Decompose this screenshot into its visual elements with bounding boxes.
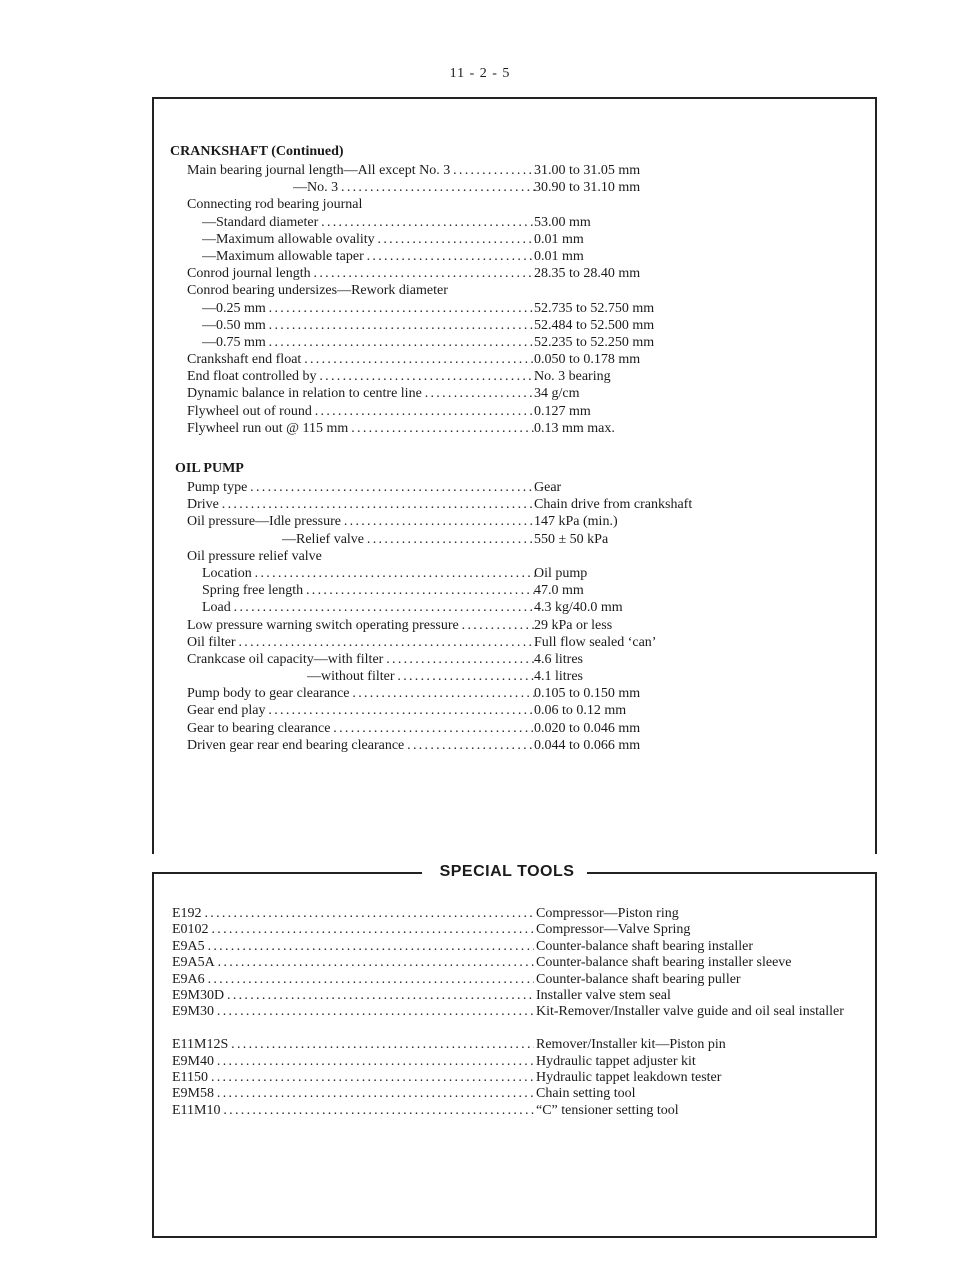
spec-row xyxy=(170,651,870,668)
spec-value: 29 kPa or less xyxy=(534,617,613,633)
spec-value: 550 ± 50 kPa xyxy=(534,531,609,547)
tool-row xyxy=(172,955,872,971)
tool-code: E9A6 . . . xyxy=(172,972,534,988)
spec-label: —0.75 mm . . . xyxy=(202,334,536,351)
spec-value: 47.0 mm xyxy=(534,583,584,599)
spec-row xyxy=(170,179,870,196)
spec-row xyxy=(170,479,870,496)
spec-value: 31.00 to 31.05 mm xyxy=(534,163,641,178)
tool-description: Compressor—Piston ring xyxy=(536,906,679,921)
spec-label: Crankcase oil capacity—with filter . . . xyxy=(187,651,536,668)
spec-row xyxy=(170,162,870,179)
tool-description: Counter-balance shaft bearing installer xyxy=(536,938,754,954)
tool-row xyxy=(172,1070,872,1086)
spec-value: 28.35 to 28.40 mm xyxy=(534,266,641,282)
tool-row xyxy=(172,1004,872,1037)
tool-row xyxy=(172,1054,872,1070)
tool-code: E9M30D . . . xyxy=(172,988,534,1004)
spec-label: Driven gear rear end bearing clearance . . . xyxy=(187,737,536,754)
spec-label: —0.50 mm . . . xyxy=(202,317,536,334)
spec-row xyxy=(170,334,870,351)
tool-code: E9A5 . . . xyxy=(172,939,534,955)
spec-label: Crankshaft end float . . . xyxy=(187,351,536,368)
crankshaft-section xyxy=(170,143,870,437)
spec-value: 4.3 kg/40.0 mm xyxy=(534,600,623,616)
spec-row xyxy=(170,702,870,719)
tool-row xyxy=(172,1086,872,1102)
spec-label: Spring free length . . . xyxy=(202,582,536,599)
spec-row xyxy=(170,317,870,334)
tool-description: “C” tensioner setting tool xyxy=(536,1102,679,1118)
spec-label: Gear end play . . . xyxy=(187,702,536,719)
spec-label: Main bearing journal length—All except No. 3 . . . xyxy=(187,162,536,179)
spec-label: Low pressure warning switch operating pressure . . . xyxy=(187,617,536,634)
tool-code: E9A5A . . . xyxy=(172,955,534,971)
spec-label: Drive . . . xyxy=(187,496,536,513)
tool-row xyxy=(172,988,872,1004)
spec-value: 53.00 mm xyxy=(534,214,591,230)
tool-code: E9M40 . . . xyxy=(172,1054,534,1070)
spec-value: 0.13 mm max. xyxy=(534,420,615,436)
spec-row xyxy=(170,548,870,565)
spec-row xyxy=(170,582,870,599)
oil-pump-spec-list xyxy=(170,479,870,754)
special-tools-list xyxy=(172,906,872,1119)
spec-row xyxy=(170,248,870,265)
spec-value: 0.06 to 0.12 mm xyxy=(534,703,627,719)
spec-row xyxy=(170,599,870,616)
spec-label: Pump body to gear clearance . . . xyxy=(187,685,536,702)
spec-value: 0.020 to 0.046 mm xyxy=(534,720,641,736)
spec-row xyxy=(170,196,870,213)
tool-row xyxy=(172,939,872,955)
tool-code: E11M10 . . . xyxy=(172,1103,534,1119)
spec-row xyxy=(170,513,870,530)
spec-row xyxy=(170,214,870,231)
spec-label: —Relief valve . . . xyxy=(282,531,536,548)
spec-label: Oil pressure relief valve xyxy=(187,548,322,564)
page-number: 11 - 2 - 5 xyxy=(449,66,511,81)
tool-row xyxy=(172,972,872,988)
spec-label: Connecting rod bearing journal xyxy=(187,197,363,213)
spec-value: 0.01 mm xyxy=(534,248,584,264)
spec-row xyxy=(170,282,870,299)
spec-label: Conrod journal length . . . xyxy=(187,265,536,282)
tool-description: Chain setting tool xyxy=(536,1086,636,1102)
spec-label: Load . . . xyxy=(202,599,536,616)
tool-row xyxy=(172,922,872,938)
spec-label: —Maximum allowable ovality . . . xyxy=(202,231,536,248)
spec-row xyxy=(170,300,870,317)
spec-row xyxy=(170,720,870,737)
spec-value: 4.1 litres xyxy=(534,669,583,685)
spec-row xyxy=(170,403,870,420)
spec-row xyxy=(170,634,870,651)
tool-code: E9M58 . . . xyxy=(172,1086,534,1102)
tool-row xyxy=(172,1037,872,1053)
spec-row xyxy=(170,737,870,754)
spec-label: Conrod bearing undersizes—Rework diameter xyxy=(187,283,448,299)
spec-value: Full flow sealed ‘can’ xyxy=(534,634,657,650)
spec-row xyxy=(170,531,870,548)
tool-code: E0102 . . . xyxy=(172,922,534,938)
tool-description: Installer valve stem seal xyxy=(536,988,671,1004)
spec-label: Oil pressure—Idle pressure . . . xyxy=(187,513,536,530)
spec-value: Gear xyxy=(534,480,562,495)
spec-value: 52.235 to 52.250 mm xyxy=(534,334,655,350)
spec-label: Flywheel out of round . . . xyxy=(187,403,536,420)
spec-label: Location . . . xyxy=(202,565,536,582)
oil-pump-section xyxy=(170,460,870,754)
tool-description: Remover/Installer kit—Piston pin xyxy=(536,1037,726,1053)
spec-value: 147 kPa (min.) xyxy=(534,514,618,530)
spec-label: —without filter . . . xyxy=(307,668,536,685)
spec-label: End float controlled by . . . xyxy=(187,368,536,385)
tool-description: Counter-balance shaft bearing puller xyxy=(536,971,741,987)
spec-value: Oil pump xyxy=(534,565,588,581)
spec-row xyxy=(170,368,870,385)
spec-row xyxy=(170,668,870,685)
crankshaft-title: CRANKSHAFT (Continued) xyxy=(170,144,344,159)
spec-value: 4.6 litres xyxy=(534,651,583,667)
spec-value: 0.105 to 0.150 mm xyxy=(534,686,641,702)
tool-description: Compressor—Valve Spring xyxy=(536,922,691,938)
spec-row xyxy=(170,496,870,513)
spec-label: Dynamic balance in relation to centre line . . . xyxy=(187,385,536,402)
spec-label: —0.25 mm . . . xyxy=(202,300,536,317)
tool-code: E1150 . . . xyxy=(172,1070,534,1086)
tool-description: Hydraulic tappet leakdown tester xyxy=(536,1070,722,1086)
tool-code: E9M30 . . . xyxy=(172,1004,534,1020)
tool-row xyxy=(172,1103,872,1119)
spec-label: Pump type . . . xyxy=(187,479,536,496)
special-tools-title: SPECIAL TOOLS xyxy=(439,863,575,880)
spec-value: 52.735 to 52.750 mm xyxy=(534,300,655,316)
tool-row xyxy=(172,906,872,922)
spec-row xyxy=(170,617,870,634)
spec-value: 52.484 to 52.500 mm xyxy=(534,317,655,333)
tool-description: Counter-balance shaft bearing installer sleeve xyxy=(536,955,792,971)
spec-value: 34 g/cm xyxy=(534,386,580,402)
spec-row xyxy=(170,385,870,402)
spec-value: Chain drive from crankshaft xyxy=(534,497,693,513)
spec-label: Oil filter . . . xyxy=(187,634,536,651)
tool-description: Hydraulic tappet adjuster kit xyxy=(536,1053,696,1069)
spec-row xyxy=(170,351,870,368)
spec-value: 0.050 to 0.178 mm xyxy=(534,352,641,368)
spec-value: 30.90 to 31.10 mm xyxy=(534,180,641,196)
spec-label: —Maximum allowable taper . . . xyxy=(202,248,536,265)
spec-label: Flywheel run out @ 115 mm . . . xyxy=(187,420,536,437)
spec-label: Gear to bearing clearance . . . xyxy=(187,720,536,737)
spec-row xyxy=(170,685,870,702)
spec-value: 0.01 mm xyxy=(534,231,584,247)
spec-value: 0.127 mm xyxy=(534,403,591,419)
tool-description: Kit-Remover/Installer valve guide and oil seal installer xyxy=(536,1004,844,1020)
spec-value: No. 3 bearing xyxy=(534,369,611,385)
spec-row xyxy=(170,231,870,248)
tool-code: E192 . . . xyxy=(172,906,534,922)
spec-value: 0.044 to 0.066 mm xyxy=(534,737,641,753)
spec-label: —Standard diameter . . . xyxy=(202,214,536,231)
spec-row xyxy=(170,565,870,582)
spec-row xyxy=(170,420,870,437)
spec-row xyxy=(170,265,870,282)
tool-code: E11M12S . . . xyxy=(172,1037,534,1053)
spec-label: —No. 3 . . . xyxy=(293,179,536,196)
oil-pump-title: OIL PUMP xyxy=(175,461,244,476)
crankshaft-spec-list xyxy=(170,162,870,437)
